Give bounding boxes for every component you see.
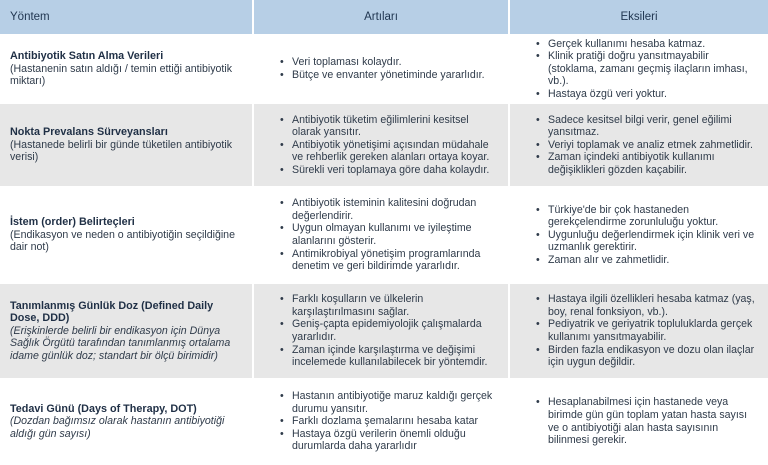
con-item: • Hesaplanabilmesi için hastanede veya birimde gün gün toplam yatan hasta sayısı ve o antibiyotiği alan hasta sayısının bilinmesi gerekir. [548,396,758,446]
pro-item: • Antibiyotik yönetişimi açısından müdahale ve rehberlik gereken alanları ortaya koyar. [292,139,498,164]
row-3-cons [510,188,768,284]
header-pros: Artıları [254,0,510,36]
con-item: • Klinik pratiği doğru yansıtmayabilir (stoklama, zamanı geçmiş ilaçların imhası, vb.). [548,50,758,88]
pro-item: • Antibiyotik isteminin kalitesini doğrudan değerlendirir. [292,197,498,222]
row-2-pros [254,104,510,188]
con-item: • Uygunluğu değerlendirmek için klinik veri ve uzmanlık gerektirir. [548,229,758,254]
method-subtitle: (Dozdan bağımsız olarak hastanın antibiyotiği aldığı gün sayısı) [10,415,225,440]
method-subtitle: (Endikasyon ve neden o antibiyotiğin seçildiğine dair not) [10,228,235,254]
method-title: Nokta Prevalans Sürveyansları [10,126,168,139]
pro-item: • Bütçe ve envanter yönetiminde yararlıdır. [292,69,485,82]
row-1-pros [254,36,510,104]
method-title: Antibiyotik Satın Alma Verileri [10,50,164,63]
method-title: Tanımlanmış Günlük Doz (Defined Daily Dose, DDD) [10,299,214,325]
row-2-cons [510,104,768,188]
pro-item: • Hastaya özgü verilerin önemli olduğu durumlarda daha yararlıdır [292,428,498,453]
pro-item: • Antibiyotik tüketim eğilimlerini kesitsel olarak yansıtır. [292,114,498,139]
con-item: • Türkiye'de bir çok hastaneden gerekçelendirme zorunluluğu yoktur. [548,204,758,229]
con-item: • Birden fazla endikasyon ve dozu olan ilaçlar için uygun değildir. [548,344,758,369]
con-item: • Pediyatrik ve geriyatrik topluluklarda gerçek kullanımı yansıtmayabilir. [548,318,758,343]
method-subtitle: (Hastanenin satın aldığı / temin ettiği antibiyotik miktarı) [10,62,232,88]
pro-item: • Farklı koşulların ve ülkelerin karşılaştırılmasını sağlar. [292,293,498,318]
header-method: Yöntem [0,0,254,36]
method-subtitle: (Erişkinlerde belirli bir endikasyon için Dünya Sağlık Örgütü tarafından tanımlanmış ortalama idame günlük doz; standart bir ölçü birimidir) [10,324,231,362]
row-1-cons [510,36,768,104]
pro-item: • Antimikrobiyal yönetişim programlarında denetim ve geri bildirimde yararlıdır. [292,248,498,273]
row-2-method [0,104,254,188]
method-title: Tedavi Günü (Days of Therapy, DOT) [10,402,197,415]
pro-item: • Sürekli veri toplamaya göre daha kolaydır. [292,164,498,177]
row-5-method [0,380,254,465]
method-title: İstem (order) Belirteçleri [10,216,135,229]
method-subtitle: (Hastanede belirli bir günde tüketilen antibiyotik verisi) [10,138,233,164]
row-3-pros [254,188,510,284]
pro-item: • Geniş-çapta epidemiyolojik çalışmalarda yararlıdır. [292,318,498,343]
con-item: • Hastaya özgü veri yoktur. [548,88,758,101]
con-item: • Hastaya ilgili özellikleri hesaba katmaz (yaş, boy, renal fonksiyon, vb.). [548,293,758,318]
con-item: • Zaman içindeki antibiyotik kullanımı değişiklikleri gözden kaçabilir. [548,151,758,176]
pro-item: • Veri toplaması kolaydır. [292,56,485,69]
row-4-cons [510,284,768,380]
row-5-pros [254,380,510,465]
row-4-method [0,284,254,380]
header-cons: Eksileri [510,0,768,36]
pro-item: • Hastanın antibiyotiğe maruz kaldığı gerçek durumu yansıtır. [292,390,498,415]
pro-item: • Uygun olmayan kullanımı ve iyileştime alanlarını gösterir. [292,222,498,247]
row-5-cons [510,380,768,465]
row-4-pros [254,284,510,380]
row-1-method [0,36,254,104]
pro-item: • Farklı dozlama şemalarını hesaba katar [292,415,498,428]
con-item: • Zaman alır ve zahmetlidir. [548,254,758,267]
con-item: • Gerçek kullanımı hesaba katmaz. [548,38,758,51]
pro-item: • Zaman içinde karşılaştırma ve değişimi incelemede kullanılabilecek bir yöntemdir. [292,344,498,369]
con-item: • Sadece kesitsel bilgi verir, genel eğilimi yansıtmaz. [548,114,758,139]
row-3-method [0,188,254,284]
con-item: • Veriyi toplamak ve analiz etmek zahmetlidir. [548,139,758,152]
